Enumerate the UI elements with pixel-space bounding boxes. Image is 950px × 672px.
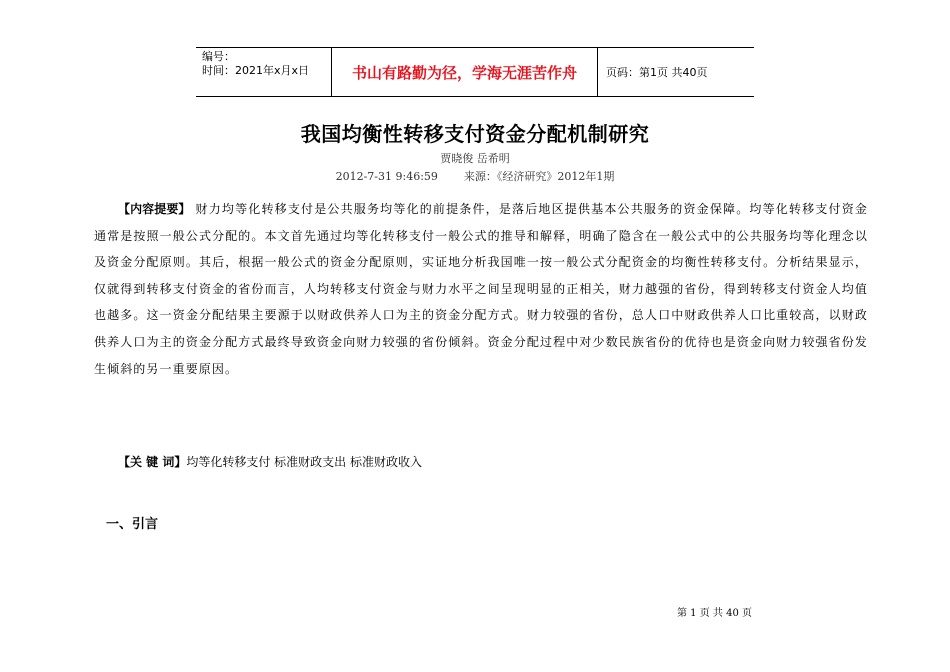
header-meta: [196, 48, 332, 96]
header-motto: 书山有路勤为径，学海无涯苦作舟: [332, 48, 598, 96]
page-footer: 第 1 页 共 40 页: [677, 608, 752, 619]
page-header: [196, 47, 754, 97]
header-page-number: 页码：第1页 共40页: [606, 66, 708, 79]
section-heading: 一、引言: [106, 517, 159, 532]
abstract-text: 财力均等化转移支付是公共服务均等化的前提条件，是落后地区提供基本公共服务的资金保障。均等化转移支付资金通常是按照一般公式分配的。本文首先通过均等化转移支付一般公式的推导和解释，明确了隐含在一般公式中的公共服务均等化理念以及资金分配原则。其后，根据一般公式的资金分配原则，实证地分析我国唯一按一般公式分配资金的均衡性转移支付。分析结果显示，仅就得到转移支付资金的省份而言，人均转移支付资金与财力水平之间呈现明显的正相关，财力越强的省份，得到转移支付资金人均值也越多。这一资金分配结果主要源于以财政供养人口为主的资金分配方式。财力较强的省份，总人口中财政供养人口比重较高，以财政供养人口为主的资金分配方式最终导致资金向财力较强的省份倾斜。资金分配过程中对少数民族省份的优待也是资金向财力较强省份发生倾斜的另一重要原因。: [94, 202, 868, 376]
header-number: 编号：: [202, 50, 235, 63]
article-source: 来源：《经济研究》2012年1期: [463, 170, 615, 183]
keywords-label: 【关 键 词】: [118, 455, 187, 469]
abstract: [94, 196, 868, 382]
article-title: 我国均衡性转移支付资金分配机制研究: [300, 122, 650, 146]
article-authors: 贾晓俊 岳希明: [440, 152, 510, 165]
keywords-text: 均等化转移支付 标准财政支出 标准财政收入: [186, 455, 422, 469]
keywords: [118, 453, 422, 470]
article-datetime: 2012-7-31 9:46:59: [335, 170, 438, 183]
header-time: 时间：2021年x月x日: [202, 64, 310, 77]
abstract-label: 【内容提要】: [118, 202, 191, 216]
article-dateline: [0, 168, 950, 184]
